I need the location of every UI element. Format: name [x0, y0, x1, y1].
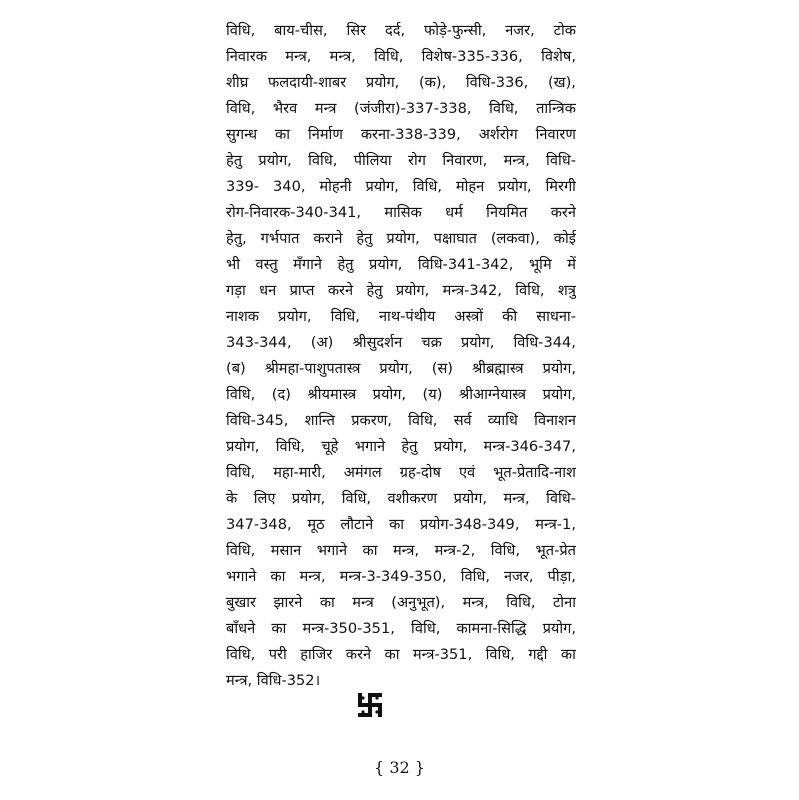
- text-line: विधि, भैरव मन्त्र (जंजीरा)-337-338, विधि, तान्त्रिक: [226, 100, 576, 117]
- text-line: प्रयोग, विधि, चूहे भगाने हेतु प्रयोग, मन्त्र-346-347,: [226, 438, 576, 455]
- text-line: विधि-345, शान्ति प्रकरण, विधि, सर्व व्याधि विनाशन: [226, 412, 576, 429]
- text-line: हेतु प्रयोग, विधि, पीलिया रोग निवारण, मन्त्र, विधि-: [226, 152, 576, 169]
- text-line: विधि, (द) श्रीयमास्त्र प्रयोग, (य) श्रीआग्नेयास्त्र प्रयोग,: [226, 386, 576, 403]
- text-line: हेतु, गर्भपात कराने हेतु प्रयोग, पक्षाघात (लकवा), कोई: [226, 230, 576, 247]
- text-line: रोग-निवारक-340-341, मासिक धर्म नियमित करने: [226, 204, 576, 221]
- text-line: के लिए प्रयोग, विधि, वशीकरण प्रयोग, मन्त्र, विधि-: [226, 490, 576, 507]
- text-line: सुगन्ध का निर्माण करना-338-339, अर्शरोग निवारण: [226, 126, 576, 143]
- page-number: { 32 }: [374, 758, 425, 777]
- text-line: निवारक मन्त्र, मन्त्र, विधि, विशेष-335-336, विशेष,: [226, 48, 576, 65]
- text-line: भी वस्तु मँगाने हेतु प्रयोग, विधि-341-342, भूमि में: [226, 256, 576, 273]
- text-line: 343-344, (अ) श्रीसुदर्शन चक्र प्रयोग, विधि-344,: [226, 334, 576, 351]
- text-line: विधि, मसान भगाने का मन्त्र, मन्त्र-2, विधि, भूत-प्रेत: [226, 542, 576, 559]
- text-line: 347-348, मूठ लौटाने का प्रयोग-348-349, मन्त्र-1,: [226, 516, 576, 533]
- text-line: (ब) श्रीमहा-पाशुपतास्त्र प्रयोग, (स) श्रीब्रह्मास्त्र प्रयोग,: [226, 360, 576, 377]
- text-line: बाँधने का मन्त्र-350-351, विधि, कामना-सिद्धि प्रयोग,: [226, 620, 576, 637]
- index-text-block: [226, 18, 576, 694]
- text-line: 339- 340, मोहनी प्रयोग, विधि, मोहन प्रयोग, मिरगी: [226, 178, 576, 195]
- text-line: बुखार झारने का मन्त्र (अनुभूत), मन्त्र, विधि, टोना: [226, 594, 576, 611]
- text-line: विधि, परी हाजिर करने का मन्त्र-351, विधि, गद्दी का: [226, 646, 576, 663]
- text-line: गड़ा धन प्राप्त करने हेतु प्रयोग, मन्त्र-342, विधि, शत्रु: [226, 282, 576, 299]
- swastika-ornament-icon: [355, 690, 385, 720]
- text-line: विधि, महा-मारी, अमंगल ग्रह-दोष एवं भूत-प्रेतादि-नाश: [226, 464, 576, 481]
- text-line: नाशक प्रयोग, विधि, नाथ-पंथीय अस्त्रों की साधना-: [226, 308, 576, 325]
- text-line: भगाने का मन्त्र, मन्त्र-3-349-350, विधि, नजर, पीड़ा,: [226, 568, 576, 585]
- text-line: विधि, बाय-चीस, सिर दर्द, फोड़े-फुन्सी, नजर, टोक: [226, 22, 576, 39]
- text-line: मन्त्र, विधि-352।: [226, 672, 321, 689]
- text-line: शीघ्र फलदायी-शाबर प्रयोग, (क), विधि-336, (ख),: [226, 74, 576, 91]
